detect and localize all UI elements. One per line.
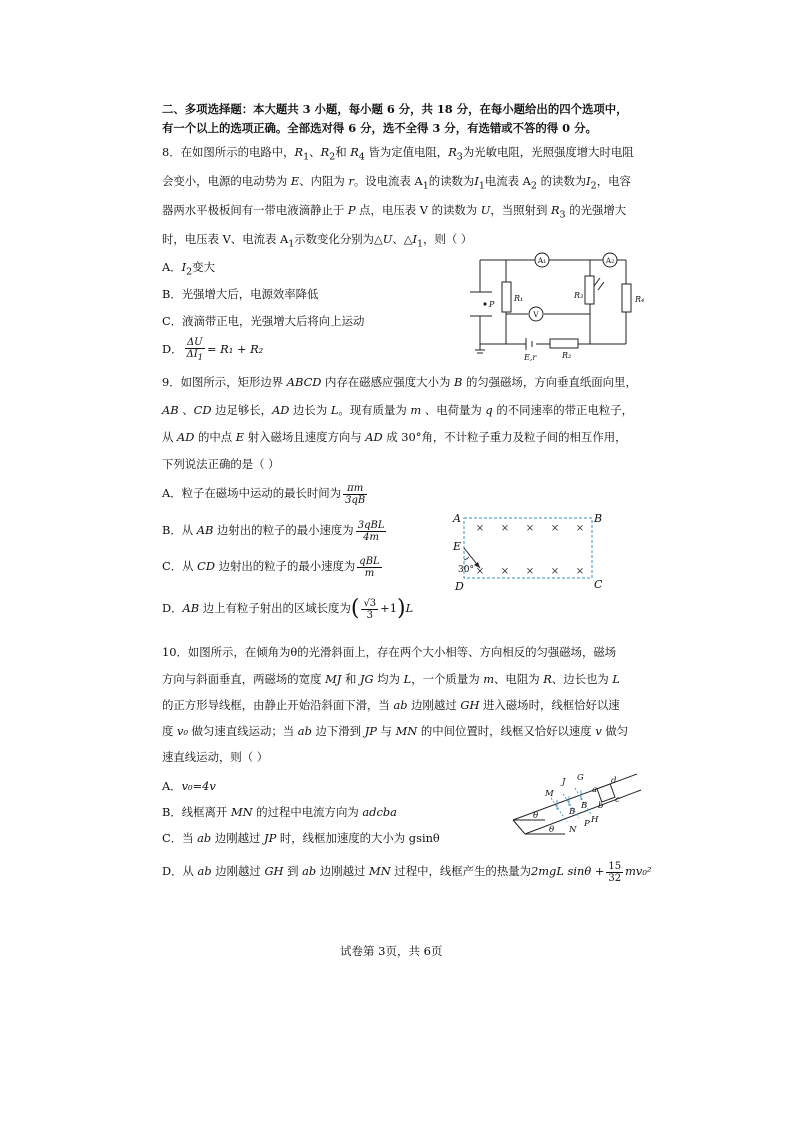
q10-field-b1-label: B: [569, 807, 576, 817]
q8-stem-line3: 器两水平极板间有一带电液滴静止于 P 点，电压表 V 的读数为 U，当照射到 $R_3$ 的光强增大: [162, 203, 627, 221]
q8-point-p-label: P: [489, 300, 495, 309]
q9-option-c: C．从 CD 边射出的粒子的最小速度为 $\frac{\text{qBL}}{m}$: [162, 555, 380, 579]
q10-label-j: J: [562, 777, 566, 787]
q8-ammeter-a2-label: A₂: [605, 256, 615, 265]
q9-stem-line2: AB 、CD 边足够长，AD 边长为 L。现有质量为 m 、电荷量为 q 的不同速率的带正电粒子，: [162, 403, 634, 417]
q9-field-mark: ×: [550, 566, 560, 577]
q9-stem-line3: 从 AD 的中点 E 射入磁场且速度方向与 AD 成 30°角，不计粒子重力及粒子间的相互作用，: [162, 430, 627, 444]
q9-option-b: B．从 AB 边射出的粒子的最小速度为 $\frac{\text{3qBL}}{4m}$: [162, 519, 385, 543]
q10-label-d: d: [611, 776, 617, 786]
q10-label-p: P: [584, 819, 590, 829]
q8-option-a: A．$I_2$变大: [162, 260, 215, 278]
q8-voltmeter-label: V: [533, 310, 539, 319]
q10-stem-line4: 度 v₀ 做匀速直线运动；当 ab 边下滑到 JP 与 MN 的中间位置时，线框又恰好以速度 v 做匀: [162, 724, 629, 738]
q9-field-mark: ×: [525, 523, 535, 534]
q10-stem-line3: 的正方形导线框，由静止开始沿斜面下滑，当 ab 边刚越过 GH 进入磁场时，线框恰好以速: [162, 698, 620, 712]
q9-corner-c-label: C: [594, 578, 603, 591]
q9-corner-d-label: D: [455, 580, 464, 593]
q8-ammeter-a1-label: A₁: [537, 256, 547, 265]
q10-field-b2-label: B: [581, 801, 588, 811]
q8-stem-line1: 8．在如图所示的电路中，$R_1$、$R_2$和 $R_4$ 皆为定值电阻，$R_3$为光敏电阻，光照强度增大时电阻: [162, 145, 634, 163]
q9-field-mark: ×: [575, 566, 585, 577]
q8-circuit-diagram: [450, 252, 650, 362]
q8-option-d: D． $\frac{\Delta U}{\Delta I_1}$ = R₁ + R₂: [162, 337, 264, 362]
q8-stem-line4: 时，电压表 V、电流表 $A_1$示数变化分别为△U、$\triangle I_1$，则（ ）: [162, 232, 473, 250]
q9-stem-line1: 9．如图所示，矩形边界 ABCD 内存在磁感应强度大小为 B 的匀强磁场，方向垂直纸面向里，: [162, 375, 637, 389]
q9-field-mark: ×: [575, 523, 585, 534]
q10-option-d: D．从 ab 边刚越过 GH 到 ab 边刚越过 MN 过程中，线框产生的热量为2mgL sinθ + $\frac{15}{32}$ mv₀²: [162, 860, 652, 884]
q9-field-mark: ×: [475, 523, 485, 534]
q10-label-g: G: [577, 773, 584, 783]
q8-source-label: E,r: [524, 353, 537, 362]
q8-option-c: C．液滴带正电，光强增大后将向上运动: [162, 314, 365, 328]
q10-angle-label-top: θ: [533, 811, 539, 821]
q9-field-mark: ×: [500, 566, 510, 577]
q8-r2-label: R₂: [562, 351, 572, 360]
q9-magnetic-field-diagram: [450, 510, 610, 594]
q9-option-d: D．AB 边上有粒子射出的区域长度为( $\frac{√3}{3}$ +1)L: [162, 596, 414, 621]
q9-angle-label: 30°: [458, 565, 474, 575]
q8-option-d-fraction: $\frac{\Delta U}{\Delta I_1}$: [186, 337, 204, 362]
q8-r4-label: R₄: [635, 295, 645, 304]
q9-field-mark: ×: [525, 566, 535, 577]
page-footer: 试卷第 3页，共 6页: [340, 944, 443, 958]
q10-stem-line1: 10．如图所示，在倾角为θ的光滑斜面上，存在两个大小相等、方向相反的匀强磁场，磁场: [162, 645, 617, 659]
q9-point-e-label: E: [453, 540, 462, 553]
q8-r1-label: R₁: [514, 294, 524, 303]
q10-option-b: B．线框离开 MN 的过程中电流方向为 adcba: [162, 805, 397, 819]
q10-option-a: A．v₀=4v: [162, 779, 216, 793]
q10-label-a: a: [592, 785, 598, 795]
q10-wire-frame: [597, 784, 615, 802]
q9-stem-line4: 下列说法正确的是（ ）: [162, 457, 280, 471]
q9-field-mark: ×: [475, 566, 485, 577]
q10-option-c: C．当 ab 边刚越过 JP 时，线框加速度的大小为 gsinθ: [162, 831, 440, 845]
q10-label-m: M: [545, 789, 554, 799]
section-heading-line2: 有一个以上的选项正确。全部选对得 6 分，选不全得 3 分，有选错或不答的得 0 分。: [162, 121, 597, 135]
q9-field-mark: ×: [550, 523, 560, 534]
q8-droplet: [483, 302, 486, 305]
q9-option-a: A．粒子在磁场中运动的最长时间为 $\frac{\pi m}{3qB}$: [162, 482, 366, 506]
q10-incline-diagram: [505, 768, 645, 840]
q8-stem-line2: 会变小，电源的电动势为 E、内阻为 r。设电流表 $A_1$的读数为$I_1$电流表 $A_2$ 的读数为$I_2$，电容: [162, 174, 631, 192]
q10-label-n: N: [569, 825, 577, 835]
q10-label-b: b: [598, 801, 604, 811]
q9-field-mark: ×: [500, 523, 510, 534]
q10-stem-line5: 速直线运动，则（ ）: [162, 750, 269, 764]
q8-r3-label: R₃: [574, 291, 584, 300]
q9-corner-a-label: A: [453, 512, 461, 525]
q9-corner-b-label: B: [594, 512, 603, 525]
q10-stem-line2: 方向与斜面垂直，两磁场的宽度 MJ 和 JG 均为 L，一个质量为 m、电阻为 R、边长也为 L: [162, 672, 620, 686]
q10-angle-label-bottom: θ: [549, 825, 555, 835]
q10-label-c: c: [615, 795, 620, 805]
q10-label-h: H: [591, 815, 599, 825]
section-heading-line1: 二、多项选择题：本大题共 3 小题，每小题 6 分，共 18 分，在每小题给出的四个选项中，: [162, 102, 628, 116]
q8-option-b: B．光强增大后，电源效率降低: [162, 287, 319, 301]
